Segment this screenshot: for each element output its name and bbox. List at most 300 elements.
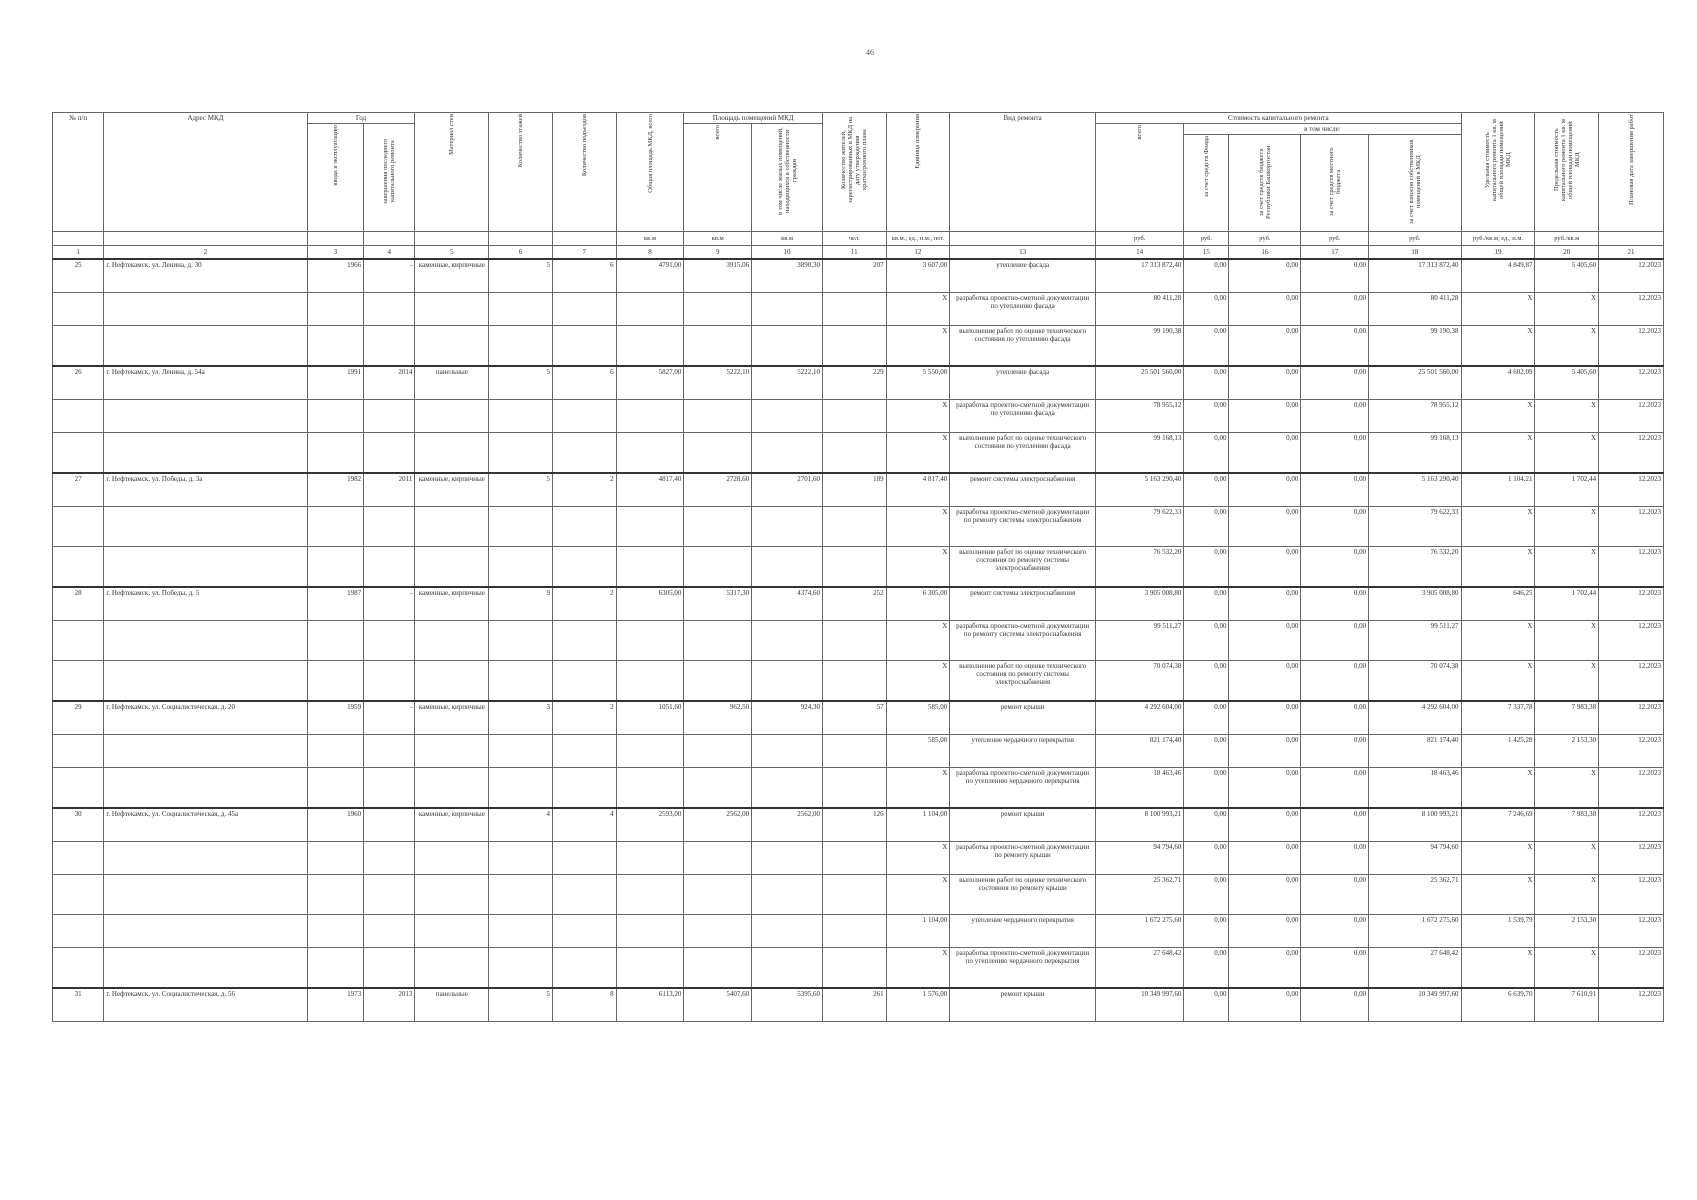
total-area-cell bbox=[616, 621, 684, 661]
entrances-cell bbox=[552, 915, 616, 948]
cost-local-cell: 0,00 bbox=[1301, 768, 1369, 809]
wall-material-cell bbox=[415, 875, 489, 915]
premises-private-cell: 4374,60 bbox=[752, 587, 823, 621]
table-header bbox=[53, 113, 1664, 260]
table-row bbox=[53, 915, 1664, 948]
work-type-cell: выполнение работ по оценке технического состояния по утеплению фасада bbox=[950, 326, 1096, 367]
unit-cell: кв.м bbox=[616, 232, 684, 246]
wall-material-cell: каменные, кирпичные bbox=[415, 259, 489, 293]
table-row bbox=[53, 326, 1664, 367]
year-built-cell: 1991 bbox=[307, 366, 363, 400]
col-cost-republic-header: за счет средств бюджета Республики Башкортостан bbox=[1229, 135, 1301, 232]
total-area-cell bbox=[616, 842, 684, 875]
year-built-cell bbox=[307, 842, 363, 875]
deadline-cell: 12.2023 bbox=[1599, 735, 1664, 768]
unit-amount-cell: X bbox=[886, 621, 950, 661]
year-last-repair-cell: - bbox=[364, 259, 415, 293]
deadline-cell: 12.2023 bbox=[1599, 293, 1664, 326]
work-type-cell: ремонт крыши bbox=[950, 701, 1096, 735]
total-area-cell bbox=[616, 875, 684, 915]
residents-cell bbox=[822, 768, 886, 809]
year-last-repair-cell: - bbox=[364, 587, 415, 621]
unit-amount-cell: X bbox=[886, 400, 950, 433]
floors-cell: 5 bbox=[489, 988, 553, 1022]
floors-cell bbox=[489, 326, 553, 367]
col-floors-header: Количество этажей bbox=[489, 113, 553, 232]
wall-material-cell: панельные bbox=[415, 988, 489, 1022]
unit-amount-cell: X bbox=[886, 875, 950, 915]
unit-amount-cell: 1 104,00 bbox=[886, 915, 950, 948]
column-number-cell: 16 bbox=[1229, 246, 1301, 260]
floors-cell bbox=[489, 661, 553, 702]
premises-total-cell bbox=[684, 621, 752, 661]
address-cell bbox=[104, 547, 307, 588]
entrances-cell: 6 bbox=[552, 366, 616, 400]
wall-material-cell bbox=[415, 768, 489, 809]
floors-cell bbox=[489, 735, 553, 768]
total-area-cell: 4817,40 bbox=[616, 473, 684, 507]
floors-cell bbox=[489, 768, 553, 809]
work-type-cell: выполнение работ по оценке технического состояния по ремонту крыши bbox=[950, 875, 1096, 915]
year-built-cell bbox=[307, 915, 363, 948]
residents-cell bbox=[822, 842, 886, 875]
premises-total-cell bbox=[684, 948, 752, 989]
total-area-cell: 6113,20 bbox=[616, 988, 684, 1022]
residents-cell bbox=[822, 547, 886, 588]
residents-cell: 189 bbox=[822, 473, 886, 507]
premises-private-cell: 5395,60 bbox=[752, 988, 823, 1022]
cost-fund-cell: 0,00 bbox=[1184, 587, 1229, 621]
row-number-cell bbox=[53, 735, 104, 768]
cost-total-cell: 94 794,60 bbox=[1096, 842, 1184, 875]
total-area-cell: 6305,00 bbox=[616, 587, 684, 621]
row-number-cell bbox=[53, 661, 104, 702]
deadline-cell: 12.2023 bbox=[1599, 661, 1664, 702]
unit-cost-cell: X bbox=[1461, 433, 1535, 474]
cost-total-cell: 80 411,28 bbox=[1096, 293, 1184, 326]
entrances-cell: 8 bbox=[552, 988, 616, 1022]
column-number-cell: 6 bbox=[489, 246, 553, 260]
cost-local-cell: 0,00 bbox=[1301, 587, 1369, 621]
wall-material-cell: панельные bbox=[415, 366, 489, 400]
wall-material-cell bbox=[415, 400, 489, 433]
table-row bbox=[53, 988, 1664, 1022]
premises-private-cell bbox=[752, 842, 823, 875]
unit-amount-cell: X bbox=[886, 547, 950, 588]
unit-amount-cell: 1 104,00 bbox=[886, 808, 950, 842]
cost-owners-cell: 25 501 560,00 bbox=[1369, 366, 1461, 400]
cost-fund-cell: 0,00 bbox=[1184, 988, 1229, 1022]
year-last-repair-cell bbox=[364, 768, 415, 809]
floors-cell: 5 bbox=[489, 366, 553, 400]
year-last-repair-cell bbox=[364, 915, 415, 948]
unit-cell: руб. bbox=[1184, 232, 1229, 246]
table-row bbox=[53, 587, 1664, 621]
work-type-cell: ремонт крыши bbox=[950, 808, 1096, 842]
residents-cell bbox=[822, 735, 886, 768]
deadline-cell: 12.2023 bbox=[1599, 473, 1664, 507]
deadline-cell: 12.2023 bbox=[1599, 988, 1664, 1022]
limit-cost-cell: X bbox=[1535, 842, 1599, 875]
deadline-cell: 12.2023 bbox=[1599, 948, 1664, 989]
row-number-cell: 27 bbox=[53, 473, 104, 507]
cost-total-cell: 10 349 997,60 bbox=[1096, 988, 1184, 1022]
deadline-cell: 12.2023 bbox=[1599, 587, 1664, 621]
entrances-cell: 2 bbox=[552, 587, 616, 621]
residents-cell bbox=[822, 293, 886, 326]
unit-amount-cell: X bbox=[886, 842, 950, 875]
cost-local-cell: 0,00 bbox=[1301, 915, 1369, 948]
cost-local-cell: 0,00 bbox=[1301, 547, 1369, 588]
cost-owners-cell: 70 074,38 bbox=[1369, 661, 1461, 702]
work-type-cell: ремонт крыши bbox=[950, 988, 1096, 1022]
year-built-cell bbox=[307, 547, 363, 588]
col-unit-cost-header: Удельная стоимость капитального ремонта 1 кв. м общей площади помещений МКД bbox=[1461, 113, 1535, 232]
cost-fund-cell: 0,00 bbox=[1184, 293, 1229, 326]
col-cost-owners-header: за счет взносов собственников помещений в МКД bbox=[1369, 135, 1461, 232]
cost-republic-cell: 0,00 bbox=[1229, 948, 1301, 989]
unit-cost-cell: 1 104,21 bbox=[1461, 473, 1535, 507]
cost-total-cell: 4 292 604,00 bbox=[1096, 701, 1184, 735]
cost-owners-cell: 17 313 872,40 bbox=[1369, 259, 1461, 293]
residents-cell bbox=[822, 661, 886, 702]
unit-amount-cell: 5 550,00 bbox=[886, 366, 950, 400]
residents-cell bbox=[822, 621, 886, 661]
cost-local-cell: 0,00 bbox=[1301, 293, 1369, 326]
row-number-cell bbox=[53, 433, 104, 474]
premises-total-cell bbox=[684, 842, 752, 875]
cost-local-cell: 0,00 bbox=[1301, 473, 1369, 507]
deadline-cell: 12.2023 bbox=[1599, 701, 1664, 735]
unit-amount-cell: 585,00 bbox=[886, 701, 950, 735]
work-type-cell: разработка проектно-сметной документации по ремонту крыши bbox=[950, 842, 1096, 875]
cost-total-cell: 8 100 993,21 bbox=[1096, 808, 1184, 842]
cost-local-cell: 0,00 bbox=[1301, 948, 1369, 989]
premises-private-cell bbox=[752, 326, 823, 367]
entrances-cell: 2 bbox=[552, 473, 616, 507]
wall-material-cell: каменные, кирпичные bbox=[415, 808, 489, 842]
premises-total-cell: 5317,30 bbox=[684, 587, 752, 621]
limit-cost-cell: 2 153,30 bbox=[1535, 735, 1599, 768]
unit-amount-cell: X bbox=[886, 948, 950, 989]
deadline-cell: 12.2023 bbox=[1599, 400, 1664, 433]
col-premises-private-header: в том числе жилых помещений, находящихся в собственности граждан bbox=[752, 124, 823, 232]
premises-private-cell: 3890,30 bbox=[752, 259, 823, 293]
column-number-cell: 15 bbox=[1184, 246, 1229, 260]
cost-local-cell: 0,00 bbox=[1301, 701, 1369, 735]
deadline-cell: 12.2023 bbox=[1599, 433, 1664, 474]
premises-private-cell: 2562,00 bbox=[752, 808, 823, 842]
year-last-repair-cell bbox=[364, 948, 415, 989]
year-built-cell bbox=[307, 400, 363, 433]
residents-cell bbox=[822, 400, 886, 433]
unit-cell: кв.м bbox=[752, 232, 823, 246]
premises-private-cell bbox=[752, 547, 823, 588]
year-last-repair-cell bbox=[364, 400, 415, 433]
wall-material-cell bbox=[415, 547, 489, 588]
year-built-cell bbox=[307, 293, 363, 326]
cost-local-cell: 0,00 bbox=[1301, 259, 1369, 293]
year-built-cell bbox=[307, 621, 363, 661]
premises-total-cell bbox=[684, 400, 752, 433]
premises-total-cell: 3915,06 bbox=[684, 259, 752, 293]
deadline-cell: 12.2023 bbox=[1599, 842, 1664, 875]
wall-material-cell bbox=[415, 293, 489, 326]
limit-cost-cell: 5 405,60 bbox=[1535, 259, 1599, 293]
col-wall-material-header: Материал стен bbox=[415, 113, 489, 232]
unit-cost-cell: X bbox=[1461, 507, 1535, 547]
cost-fund-cell: 0,00 bbox=[1184, 547, 1229, 588]
table-row bbox=[53, 366, 1664, 400]
unit-cost-cell: 7 246,69 bbox=[1461, 808, 1535, 842]
premises-private-cell bbox=[752, 915, 823, 948]
col-year-group-header: Год bbox=[307, 113, 415, 124]
work-type-cell: разработка проектно-сметной документации по утеплению фасада bbox=[950, 400, 1096, 433]
unit-amount-cell: 1 576,00 bbox=[886, 988, 950, 1022]
residents-cell: 57 bbox=[822, 701, 886, 735]
cost-owners-cell: 76 532,20 bbox=[1369, 547, 1461, 588]
limit-cost-cell: 5 405,60 bbox=[1535, 366, 1599, 400]
floors-cell bbox=[489, 948, 553, 989]
unit-cost-cell: 1 539,79 bbox=[1461, 915, 1535, 948]
entrances-cell: 4 bbox=[552, 808, 616, 842]
year-last-repair-cell bbox=[364, 507, 415, 547]
deadline-cell: 12.2023 bbox=[1599, 621, 1664, 661]
residents-cell bbox=[822, 433, 886, 474]
col-year-repair-header: завершения последнего капитального ремонта bbox=[364, 124, 415, 232]
row-number-cell: 26 bbox=[53, 366, 104, 400]
cost-local-cell: 0,00 bbox=[1301, 433, 1369, 474]
premises-private-cell: 5222,10 bbox=[752, 366, 823, 400]
column-number-cell: 2 bbox=[104, 246, 307, 260]
table-body bbox=[53, 259, 1664, 1022]
address-cell bbox=[104, 875, 307, 915]
cost-total-cell: 99 511,27 bbox=[1096, 621, 1184, 661]
total-area-cell bbox=[616, 547, 684, 588]
cost-republic-cell: 0,00 bbox=[1229, 621, 1301, 661]
unit-cost-cell: X bbox=[1461, 768, 1535, 809]
entrances-cell bbox=[552, 948, 616, 989]
unit-cost-cell: 6 639,70 bbox=[1461, 988, 1535, 1022]
premises-private-cell bbox=[752, 768, 823, 809]
unit-amount-cell: X bbox=[886, 293, 950, 326]
premises-private-cell bbox=[752, 433, 823, 474]
total-area-cell: 5827,00 bbox=[616, 366, 684, 400]
col-cost-total-header: всего bbox=[1096, 124, 1184, 232]
residents-cell bbox=[822, 915, 886, 948]
unit-amount-cell: X bbox=[886, 661, 950, 702]
premises-total-cell bbox=[684, 547, 752, 588]
cost-owners-cell: 27 648,42 bbox=[1369, 948, 1461, 989]
row-number-cell bbox=[53, 875, 104, 915]
premises-total-cell bbox=[684, 915, 752, 948]
work-type-cell: выполнение работ по оценке технического состояния по ремонту системы электроснабжения bbox=[950, 547, 1096, 588]
unit-amount-cell: 4 817,40 bbox=[886, 473, 950, 507]
year-built-cell: 1987 bbox=[307, 587, 363, 621]
column-number-cell: 1 bbox=[53, 246, 104, 260]
col-cost-local-header: за счет средств местного бюджета bbox=[1301, 135, 1369, 232]
table-row bbox=[53, 701, 1664, 735]
unit-cell: руб. bbox=[1301, 232, 1369, 246]
cost-owners-cell: 10 349 997,60 bbox=[1369, 988, 1461, 1022]
table-row bbox=[53, 259, 1664, 293]
column-number-cell: 4 bbox=[364, 246, 415, 260]
entrances-cell: 6 bbox=[552, 259, 616, 293]
premises-total-cell bbox=[684, 661, 752, 702]
table-row bbox=[53, 948, 1664, 989]
table-row bbox=[53, 473, 1664, 507]
entrances-cell bbox=[552, 661, 616, 702]
wall-material-cell bbox=[415, 948, 489, 989]
cost-fund-cell: 0,00 bbox=[1184, 735, 1229, 768]
table-row bbox=[53, 735, 1664, 768]
residents-cell: 126 bbox=[822, 808, 886, 842]
cost-owners-cell: 94 794,60 bbox=[1369, 842, 1461, 875]
cost-owners-cell: 1 672 275,60 bbox=[1369, 915, 1461, 948]
premises-total-cell bbox=[684, 326, 752, 367]
cost-republic-cell: 0,00 bbox=[1229, 473, 1301, 507]
cost-republic-cell: 0,00 bbox=[1229, 988, 1301, 1022]
cost-total-cell: 17 313 872,40 bbox=[1096, 259, 1184, 293]
table-row bbox=[53, 621, 1664, 661]
premises-total-cell: 2562,00 bbox=[684, 808, 752, 842]
cost-fund-cell: 0,00 bbox=[1184, 915, 1229, 948]
cost-owners-cell: 18 463,46 bbox=[1369, 768, 1461, 809]
work-type-cell: разработка проектно-сметной документации по утеплению чердачного перекрытия bbox=[950, 948, 1096, 989]
deadline-cell: 12.2023 bbox=[1599, 507, 1664, 547]
wall-material-cell bbox=[415, 735, 489, 768]
cost-fund-cell: 0,00 bbox=[1184, 768, 1229, 809]
unit-cost-cell: X bbox=[1461, 293, 1535, 326]
limit-cost-cell: X bbox=[1535, 875, 1599, 915]
total-area-cell bbox=[616, 948, 684, 989]
entrances-cell bbox=[552, 875, 616, 915]
year-built-cell bbox=[307, 875, 363, 915]
unit-cell: руб. bbox=[1096, 232, 1184, 246]
floors-cell bbox=[489, 875, 553, 915]
address-cell bbox=[104, 293, 307, 326]
limit-cost-cell: X bbox=[1535, 293, 1599, 326]
column-number-cell: 19 bbox=[1461, 246, 1535, 260]
work-type-cell: утепление чердачного перекрытия bbox=[950, 915, 1096, 948]
address-cell bbox=[104, 400, 307, 433]
residents-cell: 261 bbox=[822, 988, 886, 1022]
limit-cost-cell: X bbox=[1535, 547, 1599, 588]
premises-total-cell bbox=[684, 293, 752, 326]
year-built-cell: 1966 bbox=[307, 259, 363, 293]
unit-amount-cell: X bbox=[886, 433, 950, 474]
year-built-cell: 1973 bbox=[307, 988, 363, 1022]
premises-total-cell bbox=[684, 507, 752, 547]
limit-cost-cell: X bbox=[1535, 621, 1599, 661]
table-row bbox=[53, 808, 1664, 842]
cost-republic-cell: 0,00 bbox=[1229, 808, 1301, 842]
cost-local-cell: 0,00 bbox=[1301, 875, 1369, 915]
cost-owners-cell: 99 511,27 bbox=[1369, 621, 1461, 661]
year-last-repair-cell bbox=[364, 842, 415, 875]
limit-cost-cell: X bbox=[1535, 768, 1599, 809]
table-row bbox=[53, 507, 1664, 547]
unit-amount-cell: 585,00 bbox=[886, 735, 950, 768]
row-number-cell bbox=[53, 948, 104, 989]
floors-cell bbox=[489, 842, 553, 875]
col-residents-header: Количество жителей, зарегистрированных в МКД на дату утверждения краткосрочного плана bbox=[822, 113, 886, 232]
table-row bbox=[53, 661, 1664, 702]
premises-private-cell bbox=[752, 400, 823, 433]
unit-cost-cell: X bbox=[1461, 326, 1535, 367]
work-type-cell: разработка проектно-сметной документации по ремонту системы электроснабжения bbox=[950, 621, 1096, 661]
address-cell: г. Нефтекамск, ул. Социалистическая, д. 45а bbox=[104, 808, 307, 842]
limit-cost-cell: X bbox=[1535, 433, 1599, 474]
entrances-cell: 2 bbox=[552, 701, 616, 735]
table-row bbox=[53, 433, 1664, 474]
unit-cell: кв.м., ед., п.м., пог. bbox=[886, 232, 950, 246]
unit-cell: руб./кв.м bbox=[1535, 232, 1599, 246]
row-number-cell: 30 bbox=[53, 808, 104, 842]
cost-total-cell: 25 501 560,00 bbox=[1096, 366, 1184, 400]
cost-owners-cell: 99 168,13 bbox=[1369, 433, 1461, 474]
address-cell bbox=[104, 915, 307, 948]
unit-cost-cell: X bbox=[1461, 842, 1535, 875]
cost-fund-cell: 0,00 bbox=[1184, 326, 1229, 367]
cost-republic-cell: 0,00 bbox=[1229, 293, 1301, 326]
floors-cell bbox=[489, 433, 553, 474]
year-built-cell bbox=[307, 948, 363, 989]
col-entrances-header: Количество подъездов bbox=[552, 113, 616, 232]
limit-cost-cell: 1 702,44 bbox=[1535, 587, 1599, 621]
total-area-cell: 4791,00 bbox=[616, 259, 684, 293]
unit-cost-cell: X bbox=[1461, 547, 1535, 588]
premises-private-cell bbox=[752, 948, 823, 989]
cost-republic-cell: 0,00 bbox=[1229, 507, 1301, 547]
unit-cost-cell: 7 337,78 bbox=[1461, 701, 1535, 735]
address-cell: г. Нефтекамск, ул. Ленина, д. 54а bbox=[104, 366, 307, 400]
address-cell: г. Нефтекамск, ул. Победы, д. 5 bbox=[104, 587, 307, 621]
unit-cost-cell: X bbox=[1461, 661, 1535, 702]
work-type-cell: утепление фасада bbox=[950, 366, 1096, 400]
cost-owners-cell: 4 292 604,00 bbox=[1369, 701, 1461, 735]
address-cell bbox=[104, 507, 307, 547]
unit-amount-cell: X bbox=[886, 326, 950, 367]
year-built-cell: 1960 bbox=[307, 808, 363, 842]
limit-cost-cell: 7 983,38 bbox=[1535, 808, 1599, 842]
cost-owners-cell: 99 190,38 bbox=[1369, 326, 1461, 367]
deadline-cell: 12.2023 bbox=[1599, 259, 1664, 293]
year-built-cell: 1982 bbox=[307, 473, 363, 507]
cost-total-cell: 25 362,71 bbox=[1096, 875, 1184, 915]
column-number-cell: 21 bbox=[1599, 246, 1664, 260]
entrances-cell bbox=[552, 507, 616, 547]
year-built-cell bbox=[307, 433, 363, 474]
year-last-repair-cell bbox=[364, 326, 415, 367]
residents-cell: 229 bbox=[822, 366, 886, 400]
table-row bbox=[53, 400, 1664, 433]
total-area-cell bbox=[616, 661, 684, 702]
row-number-cell bbox=[53, 400, 104, 433]
entrances-cell bbox=[552, 326, 616, 367]
limit-cost-cell: 2 153,30 bbox=[1535, 915, 1599, 948]
table-row bbox=[53, 875, 1664, 915]
cost-republic-cell: 0,00 bbox=[1229, 661, 1301, 702]
cost-owners-cell: 8 100 993,21 bbox=[1369, 808, 1461, 842]
cost-fund-cell: 0,00 bbox=[1184, 433, 1229, 474]
address-cell: г. Нефтекамск, ул. Социалистическая, д. 20 bbox=[104, 701, 307, 735]
cost-total-cell: 99 168,13 bbox=[1096, 433, 1184, 474]
column-number-cell: 13 bbox=[950, 246, 1096, 260]
cost-republic-cell: 0,00 bbox=[1229, 915, 1301, 948]
cost-fund-cell: 0,00 bbox=[1184, 875, 1229, 915]
unit-cell: руб. bbox=[1229, 232, 1301, 246]
